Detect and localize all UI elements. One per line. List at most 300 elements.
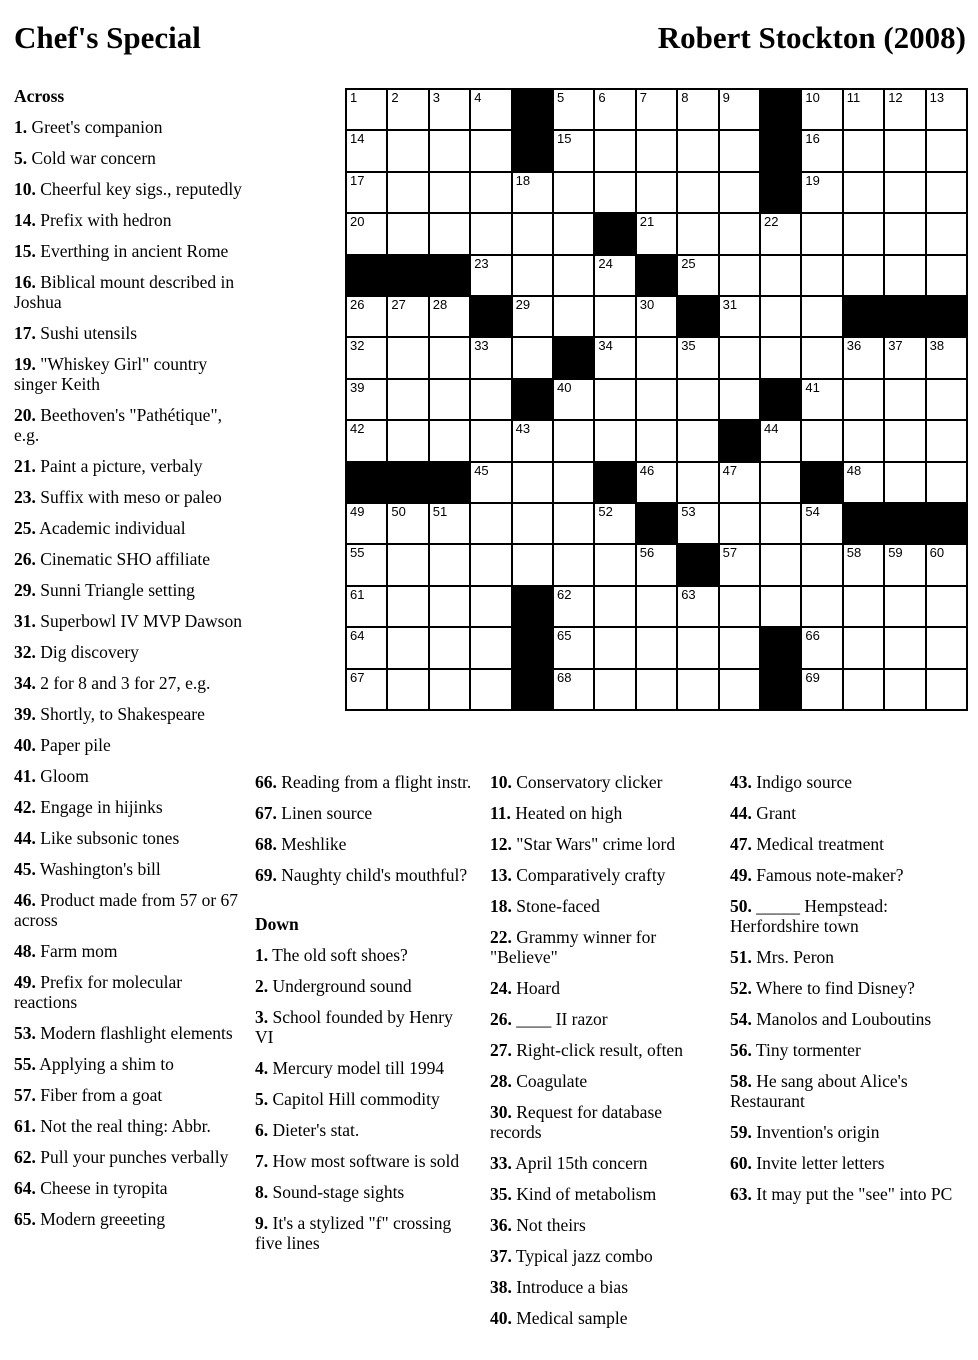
grid-cell[interactable] — [595, 545, 634, 584]
grid-cell[interactable] — [347, 421, 386, 460]
grid-cell[interactable] — [637, 380, 676, 419]
grid-cell[interactable] — [637, 545, 676, 584]
clue-text: Medical treatment — [751, 834, 885, 854]
grid-cell[interactable] — [430, 380, 469, 419]
grid-cell-black — [388, 463, 427, 502]
grid-cell[interactable] — [720, 380, 759, 419]
grid-cell[interactable] — [554, 214, 593, 253]
grid-cell[interactable] — [637, 463, 676, 502]
clue-text: Mercury model till 1994 — [268, 1058, 445, 1078]
grid-cell[interactable] — [637, 214, 676, 253]
grid-cell[interactable] — [388, 545, 427, 584]
grid-cell[interactable] — [430, 670, 469, 709]
grid-cell[interactable] — [595, 90, 634, 129]
grid-cell[interactable] — [844, 338, 883, 377]
grid-cell[interactable] — [637, 338, 676, 377]
grid-cell-black — [761, 131, 800, 170]
grid-cell-black — [388, 256, 427, 295]
grid-cell[interactable] — [678, 338, 717, 377]
cell-number: 36 — [846, 338, 862, 354]
grid-cell[interactable] — [885, 421, 924, 460]
grid-cell[interactable] — [430, 214, 469, 253]
grid-cell-black — [471, 297, 510, 336]
across-clue-64 — [14, 1178, 244, 1198]
clue-number: 1. — [14, 117, 28, 137]
clue-number: 62. — [14, 1147, 36, 1167]
grid-cell[interactable] — [927, 338, 966, 377]
grid-cell[interactable] — [927, 90, 966, 129]
grid-cell[interactable] — [761, 256, 800, 295]
across-clue-21 — [14, 456, 244, 476]
clue-number: 43. — [730, 772, 752, 792]
grid-cell[interactable] — [554, 90, 593, 129]
down-clue-63 — [730, 1184, 962, 1204]
grid-cell[interactable] — [885, 173, 924, 212]
grid-cell[interactable] — [802, 587, 841, 626]
grid-cell[interactable] — [678, 504, 717, 543]
across-clue-67 — [255, 803, 473, 823]
grid-cell[interactable] — [554, 131, 593, 170]
grid-cell[interactable] — [595, 173, 634, 212]
grid-cell[interactable] — [844, 90, 883, 129]
grid-cell[interactable] — [513, 545, 552, 584]
grid-cell[interactable] — [554, 504, 593, 543]
grid-cell[interactable] — [720, 587, 759, 626]
grid-cell-black — [347, 256, 386, 295]
grid-cell[interactable] — [471, 256, 510, 295]
cell-number: 35 — [681, 338, 696, 354]
grid-cell-black — [885, 297, 924, 336]
cell-number: 55 — [350, 545, 365, 561]
grid-cell[interactable] — [802, 214, 841, 253]
grid-cell[interactable] — [388, 504, 427, 543]
down-clue-24 — [490, 978, 715, 998]
grid-cell[interactable] — [471, 173, 510, 212]
grid-cell[interactable] — [927, 256, 966, 295]
grid-cell[interactable] — [678, 214, 717, 253]
grid-cell[interactable] — [430, 628, 469, 667]
cell-number: 19 — [805, 172, 820, 188]
grid-cell[interactable] — [720, 628, 759, 667]
clue-text: How most software is sold — [268, 1151, 460, 1171]
grid-cell[interactable] — [802, 131, 841, 170]
cell-number: 12 — [888, 90, 903, 105]
clue-number: 5. — [255, 1089, 269, 1109]
clue-text: Academic individual — [35, 518, 186, 538]
grid-cell[interactable] — [554, 173, 593, 212]
clue-number: 47. — [730, 834, 752, 854]
across-clue-68 — [255, 834, 473, 854]
grid-cell[interactable] — [844, 256, 883, 295]
grid-cell[interactable] — [844, 628, 883, 667]
grid-cell[interactable] — [844, 214, 883, 253]
grid-cell[interactable] — [554, 256, 593, 295]
grid-cell[interactable] — [347, 504, 386, 543]
grid-cell[interactable] — [637, 421, 676, 460]
clue-text: Heated on high — [510, 803, 623, 823]
grid-cell[interactable] — [430, 421, 469, 460]
grid-cell[interactable] — [554, 545, 593, 584]
grid-cell[interactable] — [388, 214, 427, 253]
clue-text: Prefix with hedron — [35, 210, 172, 230]
clue-text: Sushi utensils — [35, 323, 138, 343]
grid-cell[interactable] — [471, 587, 510, 626]
clue-text: Underground sound — [268, 976, 412, 996]
grid-cell[interactable] — [844, 670, 883, 709]
grid-cell[interactable] — [347, 297, 386, 336]
grid-cell[interactable] — [513, 463, 552, 502]
clue-number: 14. — [14, 210, 36, 230]
grid-cell[interactable] — [927, 421, 966, 460]
across-clue-41 — [14, 766, 244, 786]
puzzle-author: Robert Stockton (2008) — [657, 20, 966, 55]
grid-cell[interactable] — [388, 297, 427, 336]
grid-cell[interactable] — [885, 131, 924, 170]
grid-cell[interactable] — [388, 338, 427, 377]
clue-text: Biblical mount described in Joshua — [14, 272, 235, 312]
grid-cell[interactable] — [678, 463, 717, 502]
cell-number: 3 — [432, 90, 441, 105]
grid-cell[interactable] — [471, 90, 510, 129]
cell-number: 30 — [639, 297, 655, 312]
grid-cell[interactable] — [802, 173, 841, 212]
clue-number: 60. — [730, 1153, 752, 1173]
grid-cell[interactable] — [554, 463, 593, 502]
grid-cell[interactable] — [678, 628, 717, 667]
grid-cell[interactable] — [430, 173, 469, 212]
grid-cell[interactable] — [430, 504, 469, 543]
grid-cell[interactable] — [595, 421, 634, 460]
grid-cell-black — [720, 421, 759, 460]
grid-cell[interactable] — [720, 214, 759, 253]
clue-text: Cheese in tyropita — [35, 1178, 168, 1198]
cell-number: 25 — [681, 255, 696, 271]
grid-cell[interactable] — [844, 545, 883, 584]
grid-cell[interactable] — [844, 421, 883, 460]
clue-number: 64. — [14, 1178, 36, 1198]
grid-cell[interactable] — [471, 421, 510, 460]
grid-cell[interactable] — [595, 256, 634, 295]
clue-number: 45. — [14, 859, 36, 879]
grid-cell[interactable] — [637, 131, 676, 170]
clue-number: 44. — [730, 803, 752, 823]
grid-cell[interactable] — [927, 380, 966, 419]
grid-cell[interactable] — [720, 90, 759, 129]
grid-cell[interactable] — [388, 131, 427, 170]
grid-cell[interactable] — [471, 628, 510, 667]
clue-number: 7. — [255, 1151, 269, 1171]
down-clue-10 — [490, 772, 715, 792]
grid-cell[interactable] — [388, 587, 427, 626]
grid-cell[interactable] — [720, 504, 759, 543]
clue-text: Not the real thing: Abbr. — [35, 1116, 211, 1136]
down-clue-43 — [730, 772, 962, 792]
grid-cell-black — [513, 628, 552, 667]
grid-cell[interactable] — [347, 545, 386, 584]
cell-number: 61 — [350, 586, 365, 602]
cell-number: 43 — [515, 421, 531, 437]
down-clue-2 — [255, 976, 473, 996]
cell-number: 62 — [557, 586, 572, 602]
down-clue-33 — [490, 1153, 715, 1173]
grid-cell[interactable] — [388, 670, 427, 709]
grid-cell[interactable] — [595, 297, 634, 336]
grid-cell[interactable] — [678, 173, 717, 212]
clue-text: Mrs. Peron — [751, 947, 835, 967]
clue-number: 15. — [14, 241, 36, 261]
grid-cell[interactable] — [802, 256, 841, 295]
grid-cell[interactable] — [885, 338, 924, 377]
grid-cell[interactable] — [802, 380, 841, 419]
grid-cell[interactable] — [802, 338, 841, 377]
grid-cell[interactable] — [802, 421, 841, 460]
grid-cell[interactable] — [388, 380, 427, 419]
grid-cell[interactable] — [802, 297, 841, 336]
clue-column-2 — [255, 772, 473, 1264]
grid-cell[interactable] — [761, 587, 800, 626]
grid-cell[interactable] — [595, 670, 634, 709]
clue-number: 11. — [490, 803, 511, 823]
clue-number: 67. — [255, 803, 277, 823]
grid-cell[interactable] — [927, 545, 966, 584]
grid-cell[interactable] — [885, 587, 924, 626]
down-clue-7 — [255, 1151, 473, 1171]
grid-cell[interactable] — [637, 297, 676, 336]
grid-cell[interactable] — [430, 545, 469, 584]
grid-cell[interactable] — [430, 131, 469, 170]
grid-cell[interactable] — [347, 338, 386, 377]
grid-cell[interactable] — [388, 90, 427, 129]
clue-text: Dieter's stat. — [268, 1120, 360, 1140]
cell-number: 33 — [474, 338, 489, 354]
grid-cell[interactable] — [595, 131, 634, 170]
clue-number: 46. — [14, 890, 36, 910]
grid-cell[interactable] — [844, 173, 883, 212]
clue-number: 32. — [14, 642, 36, 662]
grid-cell[interactable] — [927, 587, 966, 626]
grid-cell[interactable] — [430, 90, 469, 129]
grid-cell[interactable] — [761, 297, 800, 336]
grid-cell[interactable] — [388, 421, 427, 460]
clue-number: 40. — [14, 735, 36, 755]
grid-cell[interactable] — [554, 670, 593, 709]
cell-number: 23 — [474, 255, 489, 271]
clue-number: 59. — [730, 1122, 752, 1142]
grid-cell[interactable] — [471, 380, 510, 419]
grid-cell[interactable] — [430, 587, 469, 626]
grid-cell[interactable] — [678, 421, 717, 460]
grid-cell[interactable] — [513, 256, 552, 295]
grid-cell[interactable] — [720, 297, 759, 336]
grid-cell[interactable] — [678, 90, 717, 129]
grid-cell[interactable] — [761, 214, 800, 253]
grid-cell[interactable] — [885, 214, 924, 253]
grid-cell[interactable] — [637, 670, 676, 709]
grid-cell[interactable] — [471, 670, 510, 709]
grid-cell[interactable] — [471, 545, 510, 584]
grid-cell[interactable] — [347, 380, 386, 419]
grid-cell[interactable] — [885, 628, 924, 667]
grid-cell[interactable] — [513, 421, 552, 460]
cell-number: 29 — [515, 297, 531, 312]
grid-cell[interactable] — [802, 628, 841, 667]
clue-text: Not theirs — [511, 1215, 586, 1235]
grid-cell[interactable] — [885, 545, 924, 584]
grid-cell[interactable] — [471, 131, 510, 170]
grid-cell[interactable] — [927, 131, 966, 170]
grid-cell[interactable] — [802, 545, 841, 584]
grid-cell[interactable] — [720, 131, 759, 170]
grid-cell[interactable] — [844, 380, 883, 419]
grid-cell[interactable] — [347, 670, 386, 709]
cell-number: 14 — [350, 131, 365, 147]
clue-number: 52. — [730, 978, 752, 998]
grid-cell[interactable] — [761, 338, 800, 377]
clue-number: 27. — [490, 1040, 512, 1060]
grid-cell[interactable] — [927, 214, 966, 253]
grid-cell[interactable] — [927, 670, 966, 709]
cell-number: 45 — [474, 462, 489, 478]
grid-cell[interactable] — [802, 90, 841, 129]
grid-cell[interactable] — [678, 380, 717, 419]
grid-cell[interactable] — [678, 587, 717, 626]
cell-number: 54 — [805, 504, 820, 519]
grid-cell-black — [927, 504, 966, 543]
down-clue-6 — [255, 1120, 473, 1140]
across-clue-57 — [14, 1085, 244, 1105]
across-clue-42 — [14, 797, 244, 817]
grid-cell[interactable] — [844, 463, 883, 502]
grid-cell[interactable] — [471, 504, 510, 543]
grid-cell[interactable] — [595, 587, 634, 626]
grid-cell[interactable] — [637, 90, 676, 129]
grid-cell[interactable] — [595, 338, 634, 377]
clue-number: 42. — [14, 797, 36, 817]
grid-cell[interactable] — [885, 90, 924, 129]
down-clue-28 — [490, 1071, 715, 1091]
clue-text: Gloom — [35, 766, 89, 786]
down-clue-8 — [255, 1182, 473, 1202]
grid-cell[interactable] — [678, 131, 717, 170]
grid-cell[interactable] — [761, 545, 800, 584]
grid-cell[interactable] — [802, 504, 841, 543]
grid-cell[interactable] — [513, 173, 552, 212]
clue-text: Capitol Hill commodity — [268, 1089, 440, 1109]
cell-number: 6 — [598, 90, 606, 105]
grid-cell-black — [844, 297, 883, 336]
grid-cell[interactable] — [430, 297, 469, 336]
grid-cell[interactable] — [720, 545, 759, 584]
cell-number: 20 — [350, 214, 365, 230]
across-clue-32 — [14, 642, 244, 662]
down-clue-47 — [730, 834, 962, 854]
clue-number: 35. — [490, 1184, 512, 1204]
clue-number: 17. — [14, 323, 36, 343]
grid-cell[interactable] — [927, 463, 966, 502]
clue-text: "Whiskey Girl" country singer Keith — [14, 354, 208, 394]
grid-cell[interactable] — [347, 173, 386, 212]
grid-cell[interactable] — [720, 173, 759, 212]
grid-cell[interactable] — [471, 214, 510, 253]
down-clue-22 — [490, 927, 715, 967]
grid-cell[interactable] — [844, 131, 883, 170]
clue-number: 26. — [14, 549, 36, 569]
grid-cell[interactable] — [885, 463, 924, 502]
grid-cell[interactable] — [554, 587, 593, 626]
grid-cell[interactable] — [513, 504, 552, 543]
grid-cell[interactable] — [513, 338, 552, 377]
grid-cell-black — [761, 670, 800, 709]
down-clue-58 — [730, 1071, 962, 1111]
clue-text: Dig discovery — [35, 642, 139, 662]
grid-cell[interactable] — [885, 256, 924, 295]
puzzle-title: Chef's Special — [14, 20, 201, 55]
grid-cell[interactable] — [885, 670, 924, 709]
grid-cell[interactable] — [388, 628, 427, 667]
grid-cell[interactable] — [471, 338, 510, 377]
clue-text: Paint a picture, verbaly — [35, 456, 203, 476]
grid-cell[interactable] — [761, 463, 800, 502]
grid-cell[interactable] — [513, 214, 552, 253]
grid-cell[interactable] — [761, 504, 800, 543]
grid-cell[interactable] — [761, 421, 800, 460]
grid-cell[interactable] — [554, 628, 593, 667]
grid-cell[interactable] — [678, 256, 717, 295]
clue-text: ____ II razor — [511, 1009, 608, 1029]
grid-cell[interactable] — [678, 670, 717, 709]
grid-cell[interactable] — [595, 380, 634, 419]
grid-cell[interactable] — [595, 504, 634, 543]
clue-text: Manolos and Louboutins — [751, 1009, 932, 1029]
grid-cell[interactable] — [802, 670, 841, 709]
clue-number: 30. — [490, 1102, 512, 1122]
clue-text: Medical sample — [511, 1308, 628, 1328]
grid-cell[interactable] — [347, 587, 386, 626]
grid-cell[interactable] — [637, 628, 676, 667]
grid-cell[interactable] — [347, 90, 386, 129]
grid-cell[interactable] — [637, 173, 676, 212]
grid-cell-black — [885, 504, 924, 543]
grid-cell[interactable] — [554, 380, 593, 419]
grid-cell[interactable] — [513, 297, 552, 336]
clue-text: Modern flashlight elements — [35, 1023, 233, 1043]
grid-cell[interactable] — [347, 214, 386, 253]
across-clue-5 — [14, 148, 244, 168]
grid-cell[interactable] — [927, 173, 966, 212]
cell-number: 34 — [598, 338, 613, 354]
grid-cell[interactable] — [388, 173, 427, 212]
grid-cell[interactable] — [720, 338, 759, 377]
grid-cell[interactable] — [554, 297, 593, 336]
grid-cell[interactable] — [720, 463, 759, 502]
grid-cell[interactable] — [885, 380, 924, 419]
grid-cell[interactable] — [347, 131, 386, 170]
grid-cell[interactable] — [430, 338, 469, 377]
clue-text: Grammy winner for "Believe" — [490, 927, 657, 967]
grid-cell[interactable] — [347, 628, 386, 667]
grid-cell[interactable] — [927, 628, 966, 667]
clue-column-4 — [730, 772, 962, 1215]
grid-cell[interactable] — [554, 421, 593, 460]
clue-number: 22. — [490, 927, 512, 947]
grid-cell[interactable] — [595, 628, 634, 667]
grid-cell[interactable] — [471, 463, 510, 502]
clue-number: 69. — [255, 865, 277, 885]
grid-cell[interactable] — [720, 670, 759, 709]
grid-cell[interactable] — [637, 587, 676, 626]
grid-cell[interactable] — [720, 256, 759, 295]
grid-cell[interactable] — [844, 587, 883, 626]
